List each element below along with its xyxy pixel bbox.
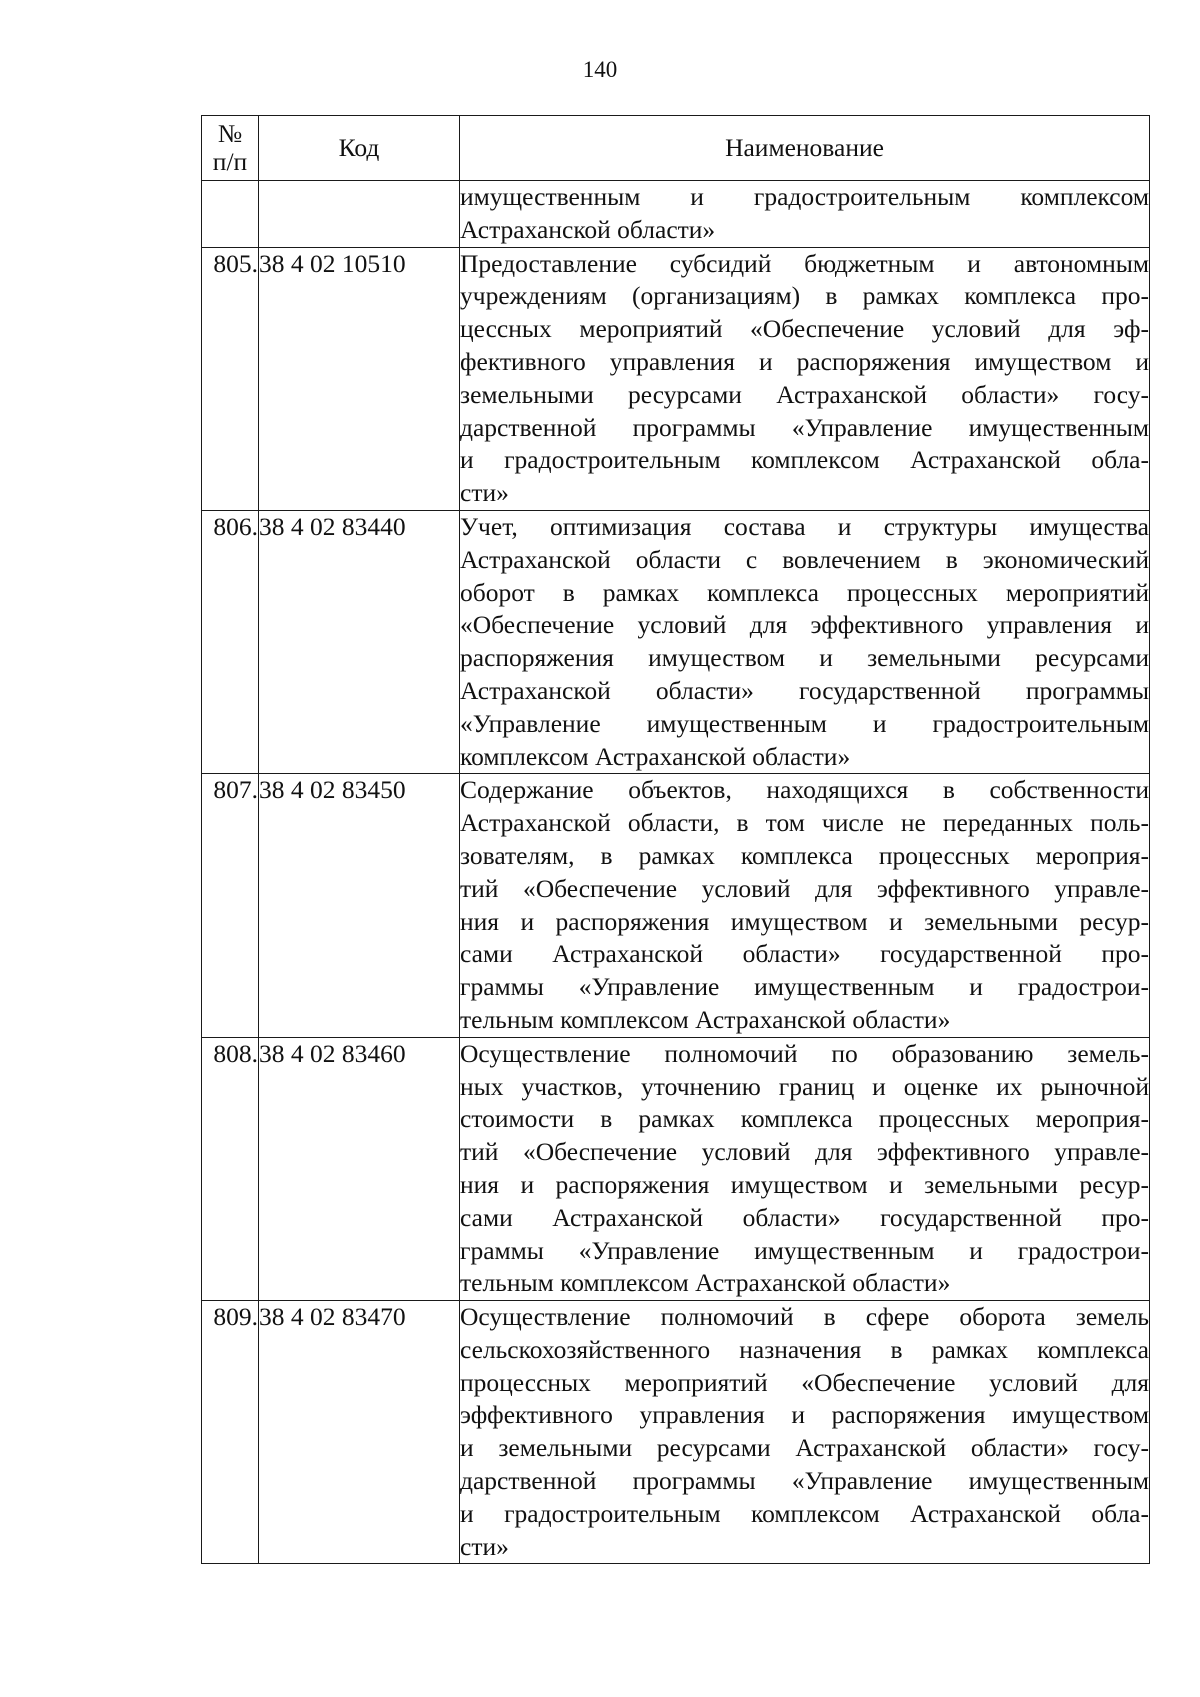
row-name-line: комплексом Астраханской области»: [460, 741, 851, 771]
row-code: 38 4 02 10510: [259, 247, 460, 510]
row-number: 808.: [202, 1037, 259, 1300]
row-name-line: дарственной программы «Управление имущественным: [460, 1466, 1149, 1496]
row-name-line: дарственной программы «Управление имущественным: [460, 412, 1149, 442]
table-body: [202, 181, 1150, 1564]
row-number: 809.: [202, 1301, 259, 1564]
row-name-line: цессных мероприятий «Обеспечение условий для эф-: [460, 314, 1149, 344]
classification-table: [201, 115, 1150, 1564]
row-name-line: ния и распоряжения имуществом и земельными ресур-: [460, 906, 1149, 936]
row-name-line: зователям, в рамках комплекса процессных мероприя-: [460, 840, 1149, 870]
row-name-line: сами Астраханской области» государственной про-: [460, 1202, 1149, 1232]
row-name-line: Содержание объектов, находящихся в собственности: [460, 775, 1149, 805]
row-name-line: распоряжения имуществом и земельными ресурсами: [460, 643, 1149, 673]
header-number-symbol: №: [217, 119, 243, 148]
row-name-line: Предоставление субсидий бюджетным и автономным: [460, 248, 1149, 278]
row-code: 38 4 02 83450: [259, 774, 460, 1037]
row-name-line: Учет, оптимизация состава и структуры имущества: [460, 511, 1149, 541]
table-row: [202, 510, 1150, 773]
row-name-line: и земельными ресурсами Астраханской области» госу-: [460, 1433, 1149, 1463]
table-row: [202, 1037, 1150, 1300]
row-name: [460, 510, 1150, 773]
row-name-line: и градостроительным комплексом Астраханской обла-: [460, 445, 1149, 475]
table-row: [202, 181, 1150, 248]
row-name-line: Астраханской области с вовлечением в экономический: [460, 544, 1149, 574]
row-name-line: процессных мероприятий «Обеспечение условий для: [460, 1367, 1149, 1397]
row-name-line: Астраханской области» государственной программы: [460, 675, 1149, 705]
row-name-line: ных участков, уточнению границ и оценке их рыночной: [460, 1071, 1149, 1101]
row-name-line: тельным комплексом Астраханской области»: [460, 1004, 951, 1034]
header-name: Наименование: [460, 116, 1150, 181]
row-name-line: граммы «Управление имущественным и градострои-: [460, 972, 1149, 1002]
row-name-line: сти»: [460, 1531, 509, 1561]
header-number: [202, 116, 259, 181]
row-name-line: сами Астраханской области» государственной про-: [460, 939, 1149, 969]
row-number: 807.: [202, 774, 259, 1037]
row-code: [259, 181, 460, 248]
row-name-line: ния и распоряжения имуществом и земельными ресур-: [460, 1169, 1149, 1199]
row-number: [202, 181, 259, 248]
table-row: [202, 774, 1150, 1037]
row-number: 805.: [202, 247, 259, 510]
row-name-line: Астраханской области, в том числе не переданных поль-: [460, 808, 1149, 838]
row-code: 38 4 02 83460: [259, 1037, 460, 1300]
row-name: [460, 1037, 1150, 1300]
header-code: Код: [259, 116, 460, 181]
row-name: [460, 247, 1150, 510]
row-name-line: стоимости в рамках комплекса процессных мероприя-: [460, 1104, 1149, 1134]
row-name-line: сти»: [460, 478, 509, 508]
row-name-line: тий «Обеспечение условий для эффективного управле-: [460, 873, 1149, 903]
row-name-line: земельными ресурсами Астраханской области» госу-: [460, 379, 1149, 409]
header-number-abbrev: п/п: [212, 147, 248, 176]
row-name-line: граммы «Управление имущественным и градострои-: [460, 1235, 1149, 1265]
page-number: 140: [582, 57, 618, 82]
row-number: 806.: [202, 510, 259, 773]
row-name-line: Осуществление полномочий в сфере оборота земель: [460, 1302, 1149, 1332]
row-name-line: «Управление имущественным и градостроительным: [460, 708, 1149, 738]
row-name: [460, 181, 1150, 248]
row-name: [460, 774, 1150, 1037]
row-name-line: сельскохозяйственного назначения в рамках комплекса: [460, 1334, 1149, 1364]
row-name-line: эффективного управления и распоряжения имуществом: [460, 1400, 1149, 1430]
row-name-line: тий «Обеспечение условий для эффективного управле-: [460, 1137, 1149, 1167]
table-row: [202, 1301, 1150, 1564]
row-name-line: и градостроительным комплексом Астраханской обла-: [460, 1498, 1149, 1528]
row-name-line: «Обеспечение условий для эффективного управления и: [460, 610, 1149, 640]
row-code: 38 4 02 83440: [259, 510, 460, 773]
row-name-line: тельным комплексом Астраханской области»: [460, 1268, 951, 1298]
row-name-line: учреждениям (организациям) в рамках комплекса про-: [460, 281, 1149, 311]
row-name-line: Астраханской области»: [460, 214, 716, 244]
row-code: 38 4 02 83470: [259, 1301, 460, 1564]
row-name-line: Осуществление полномочий по образованию земель-: [460, 1038, 1149, 1068]
table-row: [202, 247, 1150, 510]
row-name: [460, 1301, 1150, 1564]
row-name-line: оборот в рамках комплекса процессных мероприятий: [460, 577, 1149, 607]
row-name-line: имущественным и градостроительным комплексом: [460, 182, 1149, 211]
table-header-row: [202, 116, 1150, 181]
row-name-line: фективного управления и распоряжения имуществом и: [460, 346, 1149, 376]
